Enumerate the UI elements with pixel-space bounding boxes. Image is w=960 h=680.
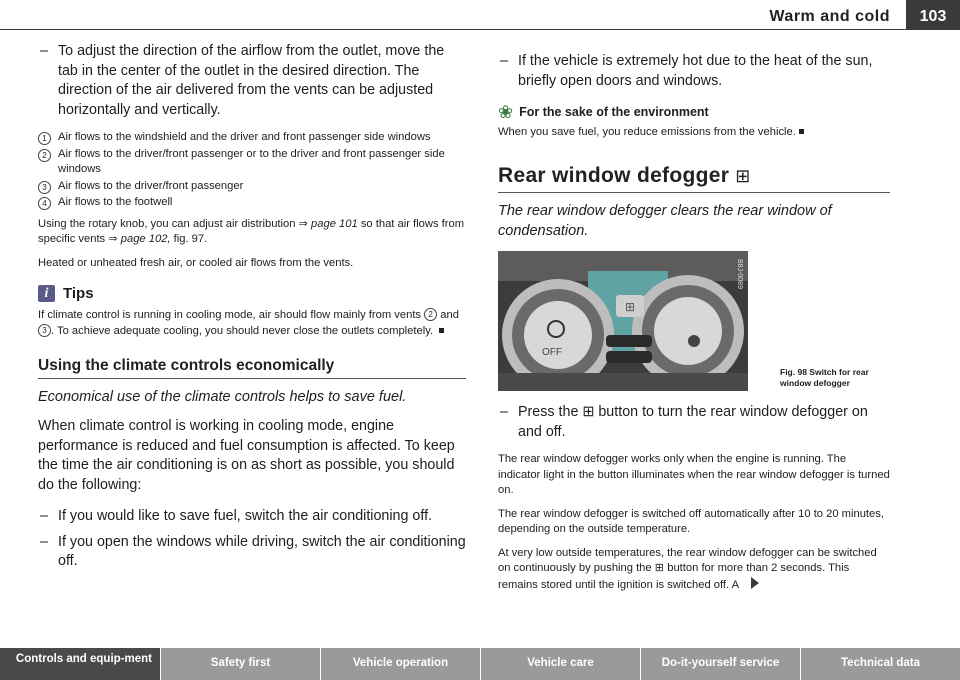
page-101-link[interactable]: page 101	[311, 217, 358, 230]
environment-text: When you save fuel, you reduce emissions from the vehicle.	[498, 125, 890, 140]
figure-code: B8J-0089	[736, 259, 743, 289]
open-windows-bullet: – If you open the windows while driving, switch the air conditioning off.	[40, 533, 466, 569]
info-icon: i	[38, 285, 55, 302]
rear-defogger-icon: ⊞	[582, 404, 595, 420]
tab-controls-and-equipment[interactable]: Controls and equip-ment	[0, 648, 160, 680]
figure-98	[498, 251, 890, 391]
tab-vehicle-operation[interactable]: Vehicle operation	[320, 648, 480, 680]
defogger-para-1: The rear window defogger works only when the engine is running. The indicator light in the button illuminates when the rear window defogger is turned on.	[498, 453, 890, 496]
page-number: 103	[906, 0, 960, 30]
left-column	[38, 42, 466, 572]
tab-vehicle-care[interactable]: Vehicle care	[480, 648, 640, 680]
svg-text:⊞: ⊞	[624, 300, 636, 314]
defogger-para-3: At very low outside temperatures, the rear window defogger can be switched on continuously by pushing the ⊞ button for more than 2 seconds. This remains stored until the ignition is switched off. A	[498, 546, 877, 591]
section-lead: Economical use of the climate controls helps to save fuel.	[38, 389, 407, 405]
press-button-bullet: – Press the ⊞ button to turn the rear window defogger on and off.	[500, 404, 868, 440]
section-body: When climate control is working in cooling mode, engine performance is reduced and fuel consumption is affected. To keep the time the air conditioning is on as short as possible, you should do the following:	[38, 418, 455, 493]
defogger-para-2: The rear window defogger is switched off automatically after 10 to 20 minutes, depending on the outside temperature.	[498, 507, 884, 535]
chapter-title: Warm and cold	[769, 8, 890, 25]
airflow-numbered-list	[38, 130, 466, 211]
end-marker	[439, 328, 444, 333]
off-label: OFF	[542, 347, 562, 358]
rear-defogger-icon: ⊞	[735, 166, 751, 186]
header-rule	[0, 29, 960, 30]
figure-caption: Fig. 98 Switch for rear window defogger	[780, 367, 869, 388]
next-page-arrow-icon[interactable]	[751, 577, 759, 589]
heated-air-text: Heated or unheated fresh air, or cooled air flows from the vents.	[38, 256, 354, 269]
page-header	[0, 0, 960, 38]
save-fuel-bullet: – If you would like to save fuel, switch the air conditioning off.	[40, 508, 433, 524]
footer-nav	[0, 648, 960, 680]
tab-do-it-yourself-service[interactable]: Do-it-yourself service	[640, 648, 800, 680]
flower-icon: ❀	[498, 102, 514, 122]
tab-safety-first[interactable]: Safety first	[160, 648, 320, 680]
airflow-direction-bullet: – To adjust the direction of the airflow from the outlet, move the tab in the center of the outlet in the desired direction. The direction of the air delivered from the vents can be adjusted horizontally and vertically.	[40, 43, 445, 118]
section-heading-defogger: Rear window defogger ⊞	[498, 164, 890, 193]
rear-defogger-icon: ⊞	[654, 562, 665, 574]
tips-heading: i Tips	[38, 285, 466, 302]
right-column	[498, 42, 890, 601]
page-102-link[interactable]: page 102,	[120, 233, 171, 245]
rotary-knob-text: Using the rotary knob, you can adjust air distribution ⇒ page 101 so that air flows from specific vents ⇒ page 102, fig. 97.	[38, 217, 465, 245]
defogger-lead: The rear window defogger clears the rear window of condensation.	[498, 203, 832, 239]
climate-panel-photo	[498, 251, 748, 391]
tab-technical-data[interactable]: Technical data	[800, 648, 960, 680]
list-item: 2 Air flows to the driver/front passenger or to the driver and front passenger side windows	[38, 147, 466, 178]
list-item: 1 Air flows to the windshield and the driver and front passenger side windows	[38, 130, 466, 146]
list-item: 3 Air flows to the driver/front passenger	[38, 179, 466, 195]
environment-heading: ❀ For the sake of the environment	[498, 102, 709, 122]
tips-text: If climate control is running in cooling mode, air should flow mainly from vents 2 and 3 . To achieve adequate cooling, you should never close the outlets completely.	[38, 309, 459, 337]
hot-vehicle-bullet: – If the vehicle is extremely hot due to the heat of the sun, briefly open doors and windows.	[500, 53, 873, 89]
section-heading-economical: Using the climate controls economically	[38, 357, 466, 379]
list-item: 4 Air flows to the footwell	[38, 195, 466, 211]
